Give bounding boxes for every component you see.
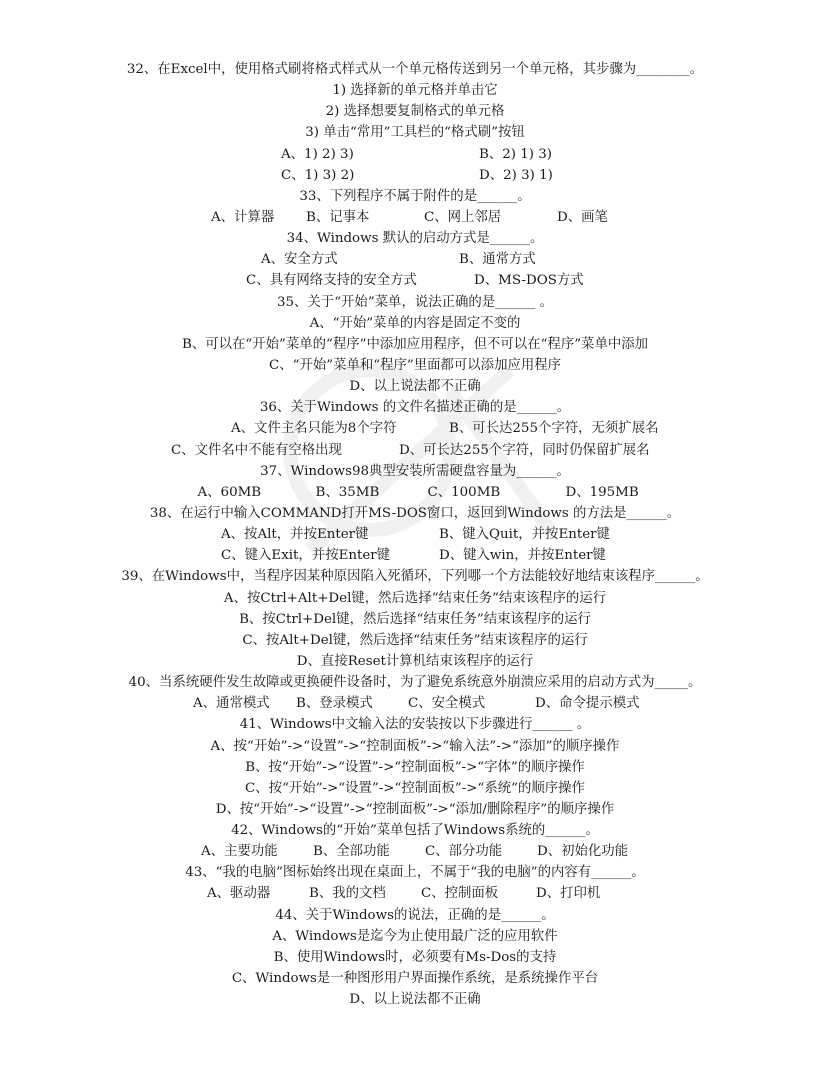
text-line: D、以上说法都不正确 — [349, 992, 481, 1008]
option-text: B、记事本 — [306, 209, 370, 225]
text-line: 39、在Windows中，当程序因某种原因陷入死循环，下列哪一个方法能较好地结束该程序______。 — [121, 569, 709, 585]
text-line: 33、下列程序不属于附件的是______。 — [299, 188, 531, 204]
option-text: D、可长达255个字符，同时仍保留扩展名 — [399, 442, 650, 458]
option-row — [0, 165, 830, 186]
option-text: D、画笔 — [557, 209, 608, 225]
text-line: 32、在Excel中，使用格式刷将格式样式从一个单元格传送到另一个单元格，其步骤为________。 — [126, 62, 704, 77]
option-text: D、2) 3) 1) — [479, 167, 553, 183]
text-line: 41、Windows中文输入法的安装按以下步骤进行______ 。 — [239, 717, 591, 733]
option-text: B、可长达255个字符，无须扩展名 — [449, 421, 659, 437]
option-text: C、文件名中不能有空格出现 — [171, 442, 342, 458]
question-list — [0, 59, 830, 1010]
text-line: C、按“开始”->“设置”->“控制面板”->“系统”的顺序操作 — [245, 780, 585, 796]
text-line: 35、关于“开始”菜单，说法正确的是______ 。 — [276, 294, 554, 310]
text-line: 1) 选择新的单元格并单击它 — [332, 83, 498, 99]
text-line: A、按“开始”->“设置”->“控制面板”->“输入法”->“添加”的顺序操作 — [210, 738, 620, 754]
option-text: A、安全方式 — [261, 252, 338, 268]
option-row — [0, 440, 830, 461]
text-line: B、按Ctrl+Del键，然后选择“结束任务”结束该程序的运行 — [239, 611, 591, 627]
option-text: A、驱动器 — [207, 886, 271, 902]
option-row — [0, 524, 830, 545]
text-line: 44、关于Windows的说法，正确的是______。 — [275, 907, 555, 923]
text-line: 37、Windows98典型安装所需硬盘容量为______。 — [260, 463, 570, 479]
option-text: D、初始化功能 — [537, 844, 629, 860]
option-text: A、60MB — [197, 484, 262, 500]
option-text: D、打印机 — [536, 886, 601, 902]
option-text: B、我的文档 — [309, 886, 386, 902]
text-line: D、按“开始”->“设置”->“控制面板”->“添加/删除程序”的顺序操作 — [215, 801, 615, 817]
option-text: D、键入win，并按Enter键 — [439, 548, 606, 564]
text-line: B、按“开始”->“设置”->“控制面板”->“字体”的顺序操作 — [245, 759, 585, 775]
text-line: 40、当系统硬件发生故障或更换硬件设备时，为了避免系统意外崩溃应采用的启动方式为_____。 — [128, 675, 702, 691]
text-line: C、“开始”菜单和“程序”里面都可以添加应用程序 — [268, 357, 562, 373]
option-text: A、通常模式 — [193, 696, 270, 712]
option-text: B、登录模式 — [296, 696, 373, 712]
option-text: C、控制面板 — [421, 886, 499, 902]
text-line: C、Windows是一种图形用户界面操作系统，是系统操作平台 — [231, 971, 599, 987]
option-text: B、全部功能 — [313, 844, 390, 860]
option-text: C、键入Exit，并按Enter键 — [221, 548, 391, 564]
option-text: A、主要功能 — [201, 844, 278, 860]
text-line: B、可以在“开始”菜单的“程序”中添加应用程序，但不可以在“程序”菜单中添加 — [181, 336, 649, 352]
text-line: 43、“我的电脑”图标始终出现在桌面上，不属于“我的电脑”的内容有______。 — [185, 865, 645, 881]
option-text: B、键入Quit，并按Enter键 — [439, 527, 610, 543]
text-line: 42、Windows的“开始”菜单包括了Windows系统的______。 — [231, 823, 599, 839]
option-row — [0, 418, 830, 439]
option-text: D、195MB — [565, 484, 639, 500]
option-row — [0, 270, 830, 291]
text-line: 2) 选择想要复制格式的单元格 — [325, 104, 505, 120]
option-row — [0, 207, 830, 228]
text-line: C、按Alt+Del键，然后选择“结束任务”结束该程序的运行 — [242, 632, 588, 648]
option-row — [0, 883, 830, 904]
option-text: C、具有网络支持的安全方式 — [246, 273, 417, 289]
option-text: B、2) 1) 3) — [479, 146, 552, 162]
text-line: A、Windows是迄今为止使用最广泛的应用软件 — [272, 928, 558, 944]
option-text: C、网上邻居 — [424, 209, 502, 225]
option-row — [0, 841, 830, 862]
option-row — [0, 545, 830, 566]
text-line: D、直接Reset计算机结束该程序的运行 — [296, 653, 534, 669]
option-row — [0, 693, 830, 714]
text-line: 34、Windows 默认的启动方式是______。 — [286, 231, 544, 247]
text-line: 3) 单击“常用”工具栏的“格式刷”按钮 — [305, 125, 525, 141]
option-text: A、按Alt，并按Enter键 — [221, 527, 369, 543]
option-text: D、命令提示模式 — [535, 696, 640, 712]
text-line: B、使用Windows时，必须要有Ms-Dos的支持 — [273, 949, 557, 965]
option-text: B、35MB — [315, 484, 380, 500]
option-text: A、1) 2) 3) — [281, 146, 354, 162]
text-line: 36、关于Windows 的文件名描述正确的是______。 — [259, 400, 571, 416]
option-text: A、文件主名只能为8个字符 — [231, 421, 397, 437]
option-text: C、安全模式 — [408, 696, 486, 712]
option-text: C、100MB — [427, 484, 501, 500]
option-row — [0, 482, 830, 503]
option-text: C、部分功能 — [425, 844, 503, 860]
option-text: B、通常方式 — [459, 252, 536, 268]
text-line: 38、在运行中输入COMMAND打开MS-DOS窗口，返回到Windows 的方法是______。 — [149, 505, 681, 521]
option-text: A、计算器 — [211, 209, 275, 225]
option-row — [0, 144, 830, 165]
option-row — [0, 249, 830, 270]
option-text: C、1) 3) 2) — [281, 167, 355, 183]
option-text: D、MS-DOS方式 — [474, 273, 584, 289]
text-line: A、“开始”菜单的内容是固定不变的 — [309, 315, 521, 331]
text-line: A、按Ctrl+Alt+Del键，然后选择“结束任务”结束该程序的运行 — [223, 590, 607, 606]
text-line: D、以上说法都不正确 — [349, 379, 481, 395]
